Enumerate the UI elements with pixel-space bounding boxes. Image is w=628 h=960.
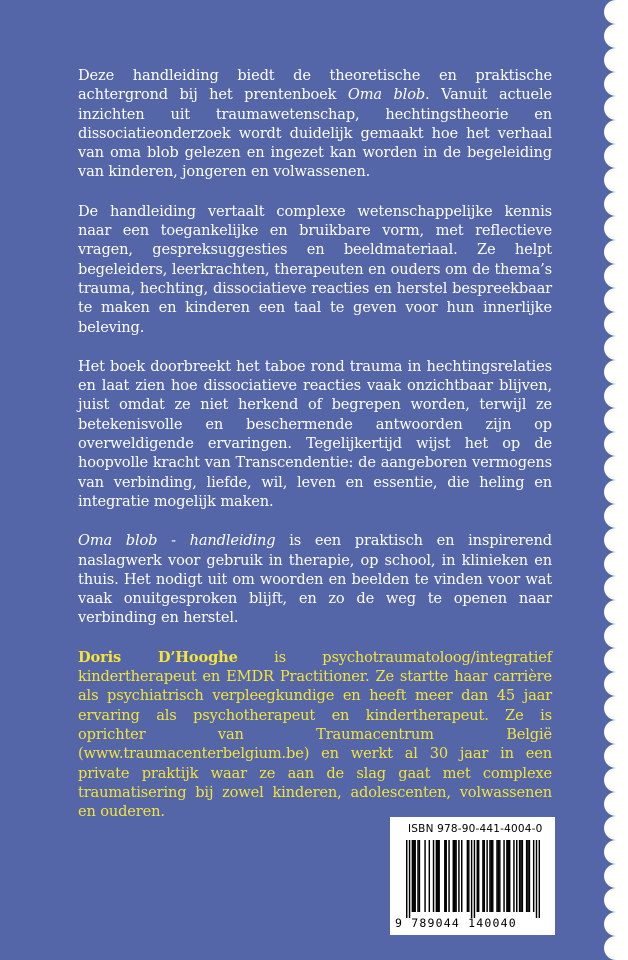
barcode-bar (519, 840, 520, 912)
book-title-mention: Oma blob (347, 86, 426, 104)
barcode-bar (509, 840, 510, 912)
barcode-bar (484, 840, 485, 912)
barcode-bar (513, 840, 514, 912)
barcode-panel (390, 817, 555, 935)
barcode-bar (436, 840, 437, 912)
scalloped-edge (588, 0, 628, 960)
barcode-bar (536, 840, 537, 918)
barcode-digits: 9 789044 140040 (395, 916, 517, 930)
barcode-bar (438, 840, 439, 912)
barcode-bar (454, 840, 455, 912)
intro-text-b: . Vanuit actuele inzichten uit traumawetenschap, hechtingstheorie en dissociatieonderzoek wordt duidelijk gemaakt hoe het verhaal van oma blob gelezen en ingezet kan worden in de begeleiding van kinderen, jongeren en volwassenen. (78, 86, 552, 181)
barcode-bar (533, 840, 534, 912)
barcode-bar (413, 840, 414, 912)
barcode-bar (445, 840, 446, 912)
theme-paragraph: Het boek doorbreekt het taboe rond trauma in hechtingsrelaties en laat zien hoe dissociatieve reacties vaak onzichtbaar blijven, juist omdat ze niet herkend of begrepen worden, terwijl ze betekenisvolle en beschermende antwoorden zijn op overweldigende ervaringen. Tegelijkertijd wijst het op de hoopvolle kracht van Transcendentie: de aangeboren vermogens van verbinding, liefde, wil, leven en essentie, die heling en integratie mogelijk maken. (78, 357, 552, 510)
barcode-bar (424, 840, 425, 912)
content-paragraph: De handleiding vertaalt complexe wetenschappelijke kennis naar een toegankelijke en bruikbare vorm, met reflectieve vragen, gespreksuggesties en beeldmateriaal. Ze helpt begeleiders, leerkrachten, therapeuten en ouders om de thema’s trauma, hechting, dissociatieve reacties en herstel bespreekbaar te maken en kinderen een taal te geven voor hun innerlijke beleving. (78, 202, 552, 336)
isbn-label: ISBN 978-90-441-4004-0 (408, 823, 543, 835)
barcode-bar (458, 840, 459, 912)
barcode-bar (471, 840, 472, 918)
barcode-bar (539, 840, 540, 918)
barcode-bar (499, 840, 500, 912)
barcode-bar (409, 840, 410, 918)
author-name: Doris D’Hooghe (78, 648, 238, 666)
author-bio-text: is psychotraumatoloog/integratief kindertherapeut en EMDR Practitioner. Ze startte haar carrière als psychiatrisch verpleegkundige en heeft meer dan 45 jaar ervaring als psychotherapeut en kindertherapeut. Ze is oprichter van Traumacentrum België (www.traumacenterbelgium.be) en werkt al 30 jaar in een private praktijk waar ze aan de slag gaat met complexe traumatisering bij zowel kinderen, adolescenten, volwassenen en ouderen. (78, 648, 552, 821)
barcode-bar (498, 840, 499, 912)
handbook-title-mention: Oma blob - handleiding (78, 532, 276, 550)
barcode-bar (429, 840, 430, 912)
author-bio (78, 648, 552, 822)
barcode-bar (474, 840, 475, 918)
barcode-bar (506, 840, 507, 912)
barcode-bar (455, 840, 456, 912)
barcode-bar (489, 840, 490, 912)
barcode-bar (412, 840, 413, 912)
barcode-bar (444, 840, 445, 912)
barcode-bar (478, 840, 479, 912)
barcode-bar (453, 840, 454, 912)
barcode-bar (520, 840, 521, 912)
barcode-bar (448, 840, 449, 912)
barcode-bars (406, 840, 540, 918)
barcode-bar (492, 840, 493, 912)
barcode-bar (433, 840, 434, 912)
barcode-bar (406, 840, 407, 918)
barcode-bar (461, 840, 462, 912)
barcode-bar (482, 840, 483, 912)
barcode-bar (526, 840, 527, 912)
usage-text: is een praktisch en inspirerend naslagwerk voor gebruik in therapie, op school, in klinieken en thuis. Het nodigt uit om woorden en beelden te vinden voor wat vaak onuitgesproken blijft, en zo de weg te openen naar verbinding en herstel. (78, 532, 552, 627)
barcode-bar (508, 840, 509, 912)
barcode-bar (477, 840, 478, 912)
cover-text (78, 66, 552, 841)
barcode-bar (486, 840, 487, 912)
barcode-bar (467, 840, 468, 912)
barcode-bar (496, 840, 497, 912)
barcode-bar (417, 840, 418, 912)
intro-paragraph (78, 66, 552, 182)
barcode-bar (437, 840, 438, 912)
barcode-bar (503, 840, 504, 912)
barcode-bar (491, 840, 492, 912)
barcode-bar (419, 840, 420, 912)
usage-paragraph (78, 531, 552, 627)
barcode-bar (468, 840, 469, 912)
intro-text-a: Deze handleiding biedt de theoretische en praktische achtergrond bij het prentenboek (78, 67, 552, 104)
barcode-bar (414, 840, 415, 912)
barcode-bar (527, 840, 528, 912)
barcode-bar (522, 840, 523, 912)
barcode-bar (529, 840, 530, 912)
barcode-bar (516, 840, 517, 912)
